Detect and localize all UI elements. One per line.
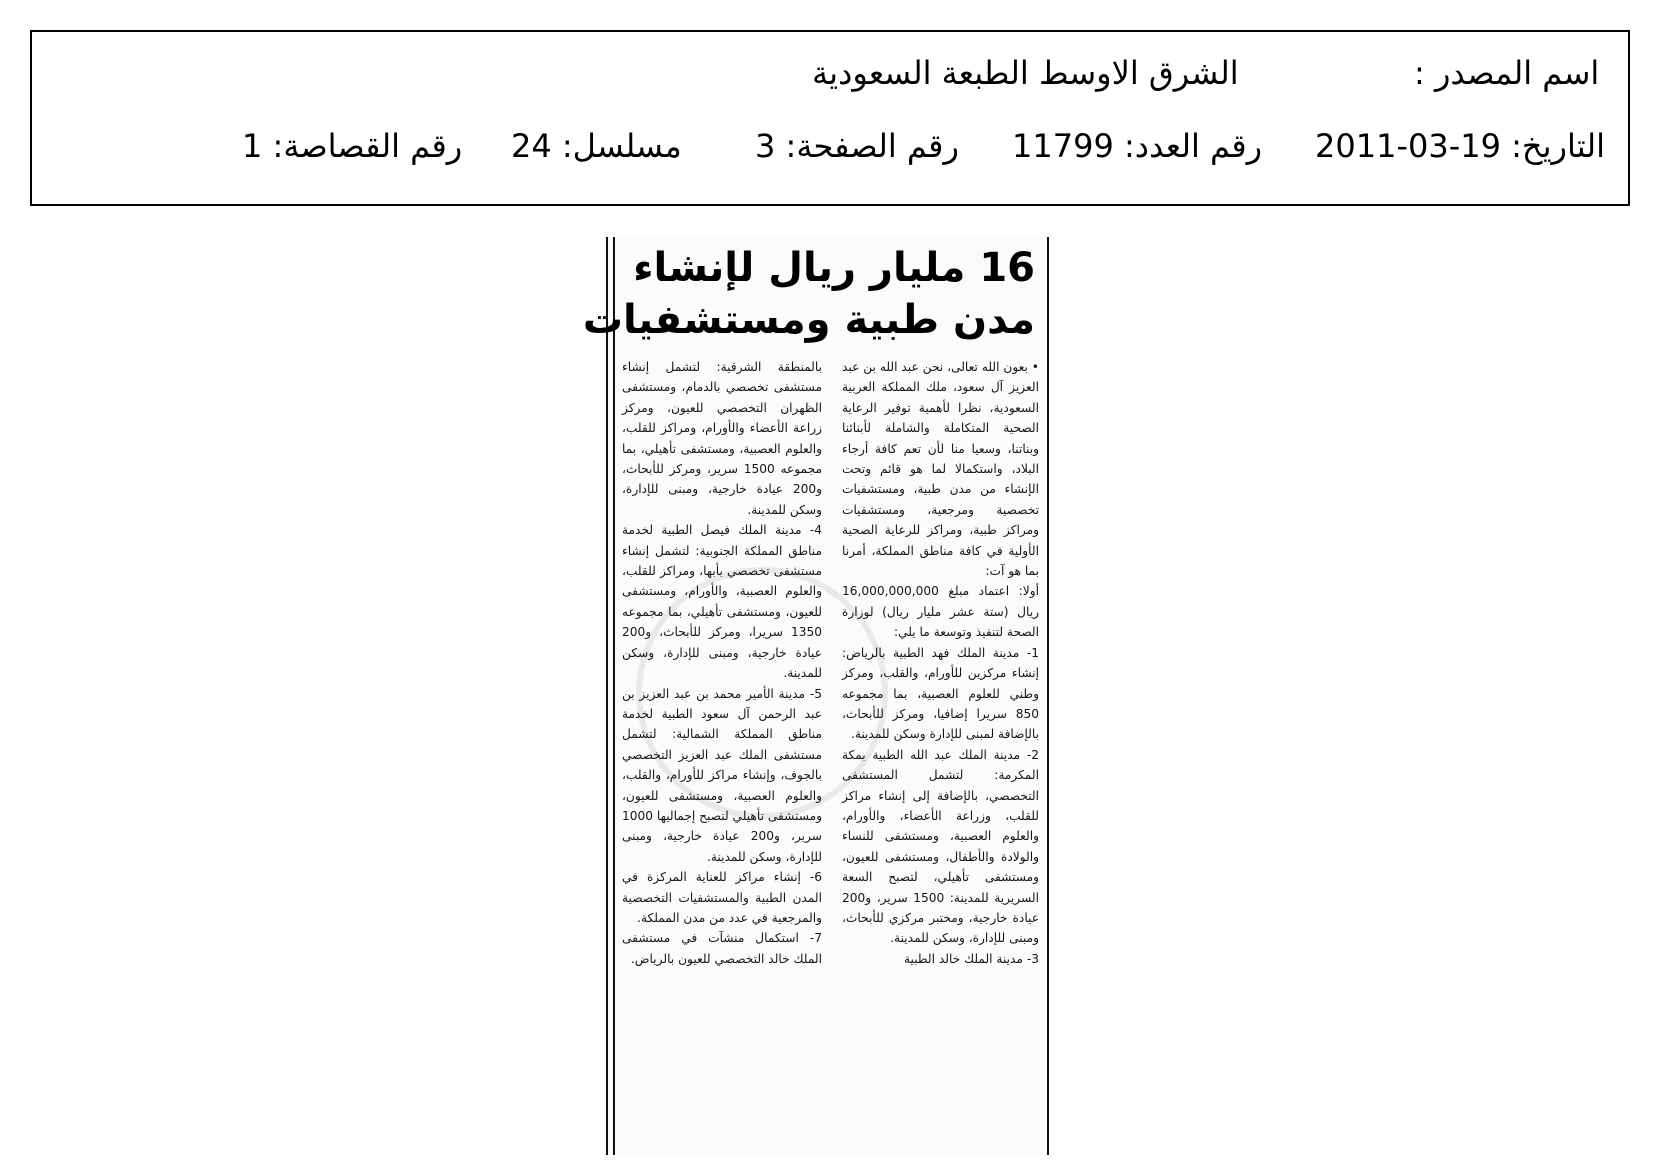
paragraph: أولا: اعتماد مبلغ 16,000,000,000 ريال (ستة عشر مليار ريال) لوزارة الصحة لتنفيذ وتوسعة ما يلي:	[842, 584, 1039, 640]
paragraph: بالمنطقة الشرقية: لتشمل إنشاء مستشفى تخصصي بالدمام، ومستشفى الظهران التخصصي للعيون، ومركز زراعة الأعضاء والأورام، ومراكز للقلب، والعلوم العصبية، ومستشفى تأهيلي، بما مجموعه 1500 سرير، ومركز للأبحاث، و200 عيادة خارجية، ومبنى للإدارة، وسكن للمدينة.	[622, 360, 822, 517]
source-label: اسم المصدر :	[1414, 54, 1600, 92]
column-rule-right	[1047, 237, 1049, 1155]
paragraph: 5- مدينة الأمير محمد بن عبد العزيز بن عبد الرحمن آل سعود الطبية لخدمة مناطق المملكة الشمالية: لتشمل مستشفى الملك عبد العزيز التخصصي بالجوف، وإنشاء مراكز للأورام، والقلب، والعلوم العصبية، ومستشفى للعيون، ومستشفى تأهيلي لتصبح إجماليها 1000 سرير، و200 عيادة خارجية، ومبنى للإدارة، وسكن للمدينة.	[622, 686, 822, 864]
column-rule-left-inner	[613, 237, 615, 1155]
headline-line-1: 16 مليار ريال لإنشاء	[633, 245, 1035, 291]
paragraph: • بعون الله تعالى، نحن عبد الله بن عبد العزيز آل سعود، ملك المملكة العربية السعودية، نظرا لأهمية توفير الرعاية الصحية المتكاملة والشاملة لأبنائنا وبناتنا، وسعيا منا لأن تعم كافة أرجاء البلاد، واستكمالا لما هو قائم وتحت الإنشاء من مدن طبية، ومستشفيات تخصصية ومرجعية، ومستشفيات ومراكز طبية، ومراكز للرعاية الصحية الأولية في كافة مناطق المملكة، أمرنا بما هو آت:	[842, 360, 1039, 579]
serial-field: مسلسل: 24	[511, 127, 682, 165]
issue-number-field: رقم العدد: 11799	[1012, 127, 1263, 165]
headline-line-2: مدن طبية ومستشفيات	[582, 297, 1035, 343]
paragraph: 1- مدينة الملك فهد الطبية بالرياض: إنشاء مركزين للأورام، والقلب، ومركز وطني للعلوم العصبية، بما مجموعه 850 سريرا إضافيا، ومركز للأبحاث، بالإضافة لمبنى للإدارة وسكن للمدينة.	[842, 645, 1039, 742]
page-number-field: رقم الصفحة: 3	[755, 127, 959, 165]
source-value: الشرق الاوسط الطبعة السعودية	[812, 54, 1239, 92]
newspaper-clipping	[582, 237, 1049, 1155]
source-info-box	[30, 30, 1630, 206]
clip-number-field: رقم القصاصة: 1	[242, 127, 463, 165]
paragraph: 7- استكمال منشآت في مستشفى الملك خالد التخصصي للعيون بالرياض.	[622, 931, 822, 966]
paragraph: 2- مدينة الملك عبد الله الطبية بمكة المكرمة: لتشمل المستشفى التخصصي، بالإضافة إلى إنشاء مراكز للقلب، وزراعة الأعضاء، والأورام، والعلوم العصبية، ومستشفى للنساء والولادة والأطفال، ومستشفى للعيون، ومستشفى تأهيلي، لتصبح السعة السريرية للمدينة: 1500 سرير، و200 عيادة خارجية، ومختبر مركزي للأبحاث، ومبنى للإدارة، وسكن للمدينة.	[842, 747, 1039, 946]
paragraph: 4- مدينة الملك فيصل الطبية لخدمة مناطق المملكة الجنوبية: لتشمل إنشاء مستشفى تخصصي بأبها، ومراكز للقلب، والعلوم العصبية، والأورام، ومستشفى للعيون، ومستشفى تأهيلي، بما مجموعه 1350 سريرا، ومركز للأبحاث، و200 عيادة خارجية، ومبنى للإدارة، وسكن للمدينة.	[622, 523, 822, 681]
article-column-right	[842, 357, 1039, 969]
paragraph: 6- إنشاء مراكز للعناية المركزة في المدن الطبية والمستشفيات التخصصية والمرجعية في عدد من مدن المملكة.	[622, 870, 822, 925]
article-column-left	[622, 357, 822, 969]
date-field: التاريخ: 19-03-2011	[1315, 127, 1605, 165]
column-rule-left-outer	[606, 237, 608, 1155]
paragraph: 3- مدينة الملك خالد الطبية	[904, 951, 1039, 966]
